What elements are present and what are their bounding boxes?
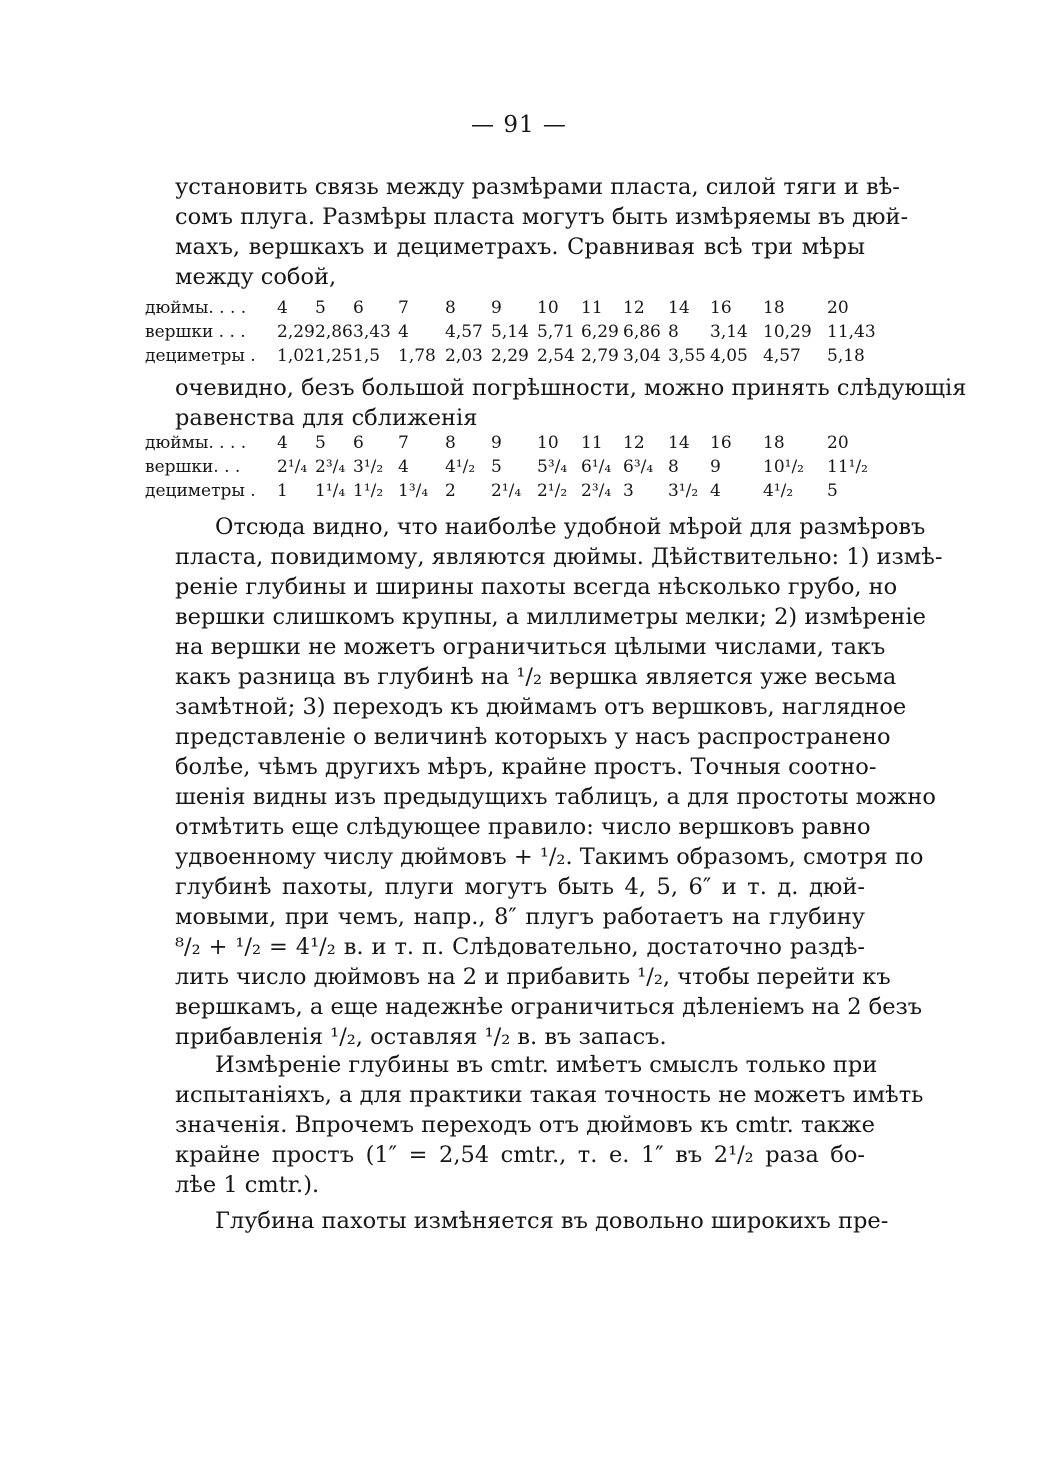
- text-line: Измѣреніе глубины въ cmtr. имѣетъ смыслъ только при: [215, 1052, 878, 1078]
- row-label: вершки. . .: [145, 457, 241, 477]
- table-cell: 9: [491, 298, 502, 318]
- text-line: замѣтной; 3) переходъ къ дюймамъ отъ вершковъ, наглядное: [175, 694, 907, 720]
- table-cell: 10: [537, 298, 559, 318]
- table-cell: 4¹/₂: [763, 481, 794, 501]
- text-line: отмѣтить еще слѣдующее правило: число вершковъ равно: [175, 814, 871, 840]
- table-cell: 3,55: [668, 346, 706, 366]
- table-row: [145, 457, 870, 481]
- table-row: [145, 433, 870, 457]
- table-cell: 3¹/₂: [353, 457, 384, 477]
- table-cell: 3,43: [353, 322, 391, 342]
- row-label: дециметры .: [145, 346, 256, 366]
- table-cell: 9: [710, 457, 721, 477]
- text-line: испытаніяхъ, а для практики такая точность не можетъ имѣть: [175, 1082, 924, 1108]
- conversion-table-exact: [145, 298, 876, 370]
- table-cell: 3,14: [710, 322, 748, 342]
- text-line: удвоенному числу дюймовъ + ¹/₂. Такимъ образомъ, смотря по: [175, 844, 924, 870]
- text-line: между собой,: [175, 264, 337, 290]
- text-line: пласта, повидимому, являются дюймы. Дѣйствительно: 1) измѣ-: [175, 544, 943, 570]
- text-line: Глубина пахоты измѣняется въ довольно широкихъ пре-: [215, 1208, 889, 1234]
- text-line: вершки слишкомъ крупны, а миллиметры мелки; 2) измѣреніе: [175, 604, 926, 630]
- text-line: на вершки не можетъ ограничиться цѣлыми числами, такъ: [175, 634, 886, 660]
- table-cell: 2,29: [491, 346, 529, 366]
- table-cell: 6³/₄: [623, 457, 654, 477]
- table-cell: 1,78: [398, 346, 436, 366]
- row-label: дециметры .: [145, 481, 256, 501]
- text-line: вершкамъ, а еще надежнѣе ограничиться дѣленіемъ на 2 безъ: [175, 994, 923, 1020]
- table-cell: 5: [315, 298, 326, 318]
- table-cell: 4¹/₂: [445, 457, 476, 477]
- table-cell: 2: [445, 481, 456, 501]
- table-cell: 4: [398, 457, 409, 477]
- table-cell: 10: [537, 433, 559, 453]
- table-cell: 4,57: [763, 346, 801, 366]
- table-cell: 2¹/₄: [277, 457, 308, 477]
- table-cell: 6¹/₄: [581, 457, 612, 477]
- table-cell: 14: [668, 433, 690, 453]
- table-cell: 1,02: [277, 346, 315, 366]
- paragraph-depth: [175, 1206, 889, 1236]
- text-line: какъ разница въ глубинѣ на ¹/₂ вершка является уже весьма: [175, 664, 897, 690]
- text-line: значенія. Впрочемъ переходъ отъ дюймовъ къ cmtr. также: [175, 1112, 875, 1138]
- row-label: вершки . . .: [145, 322, 246, 342]
- text-line: шенія видны изъ предыдущихъ таблицъ, а для простоты можно: [175, 784, 936, 810]
- middle-paragraph: [175, 373, 967, 433]
- table-cell: 1³/₄: [398, 481, 429, 501]
- table-cell: 4,05: [710, 346, 748, 366]
- table-cell: 11: [581, 298, 603, 318]
- table-cell: 2,29: [277, 322, 315, 342]
- row-label: дюймы. . . .: [145, 298, 247, 318]
- table-cell: 12: [623, 298, 645, 318]
- table-cell: 5,18: [827, 346, 865, 366]
- text-line: махъ, вершкахъ и дециметрахъ. Сравнивая всѣ три мѣры: [175, 234, 865, 260]
- paragraph-inches: [175, 512, 943, 1052]
- table-cell: 4: [277, 433, 288, 453]
- intro-paragraph: [175, 172, 909, 292]
- table-cell: 1¹/₄: [315, 481, 346, 501]
- table-cell: 1,25: [315, 346, 353, 366]
- table-cell: 2³/₄: [581, 481, 612, 501]
- table-cell: 3¹/₂: [668, 481, 699, 501]
- conversion-table-approx: [145, 433, 870, 505]
- table-row: [145, 481, 870, 505]
- text-line: крайне простъ (1″ = 2,54 cmtr., т. е. 1″ въ 2¹/₂ раза бо-: [175, 1142, 865, 1168]
- table-cell: 8: [668, 457, 679, 477]
- table-row: [145, 346, 870, 370]
- table-cell: 8: [445, 433, 456, 453]
- table-cell: 8: [445, 298, 456, 318]
- table-cell: 18: [763, 298, 785, 318]
- text-line: представленіе о величинѣ которыхъ у насъ распространено: [175, 724, 891, 750]
- text-line: болѣе, чѣмъ другихъ мѣръ, крайне простъ. Точныя соотно-: [175, 754, 877, 780]
- table-cell: 1¹/₂: [353, 481, 384, 501]
- table-cell: 5³/₄: [537, 457, 568, 477]
- table-cell: 7: [398, 433, 409, 453]
- text-line: установить связь между размѣрами пласта, силой тяги и вѣ-: [175, 174, 900, 200]
- table-cell: 16: [710, 298, 732, 318]
- text-line: реніе глубины и ширины пахоты всегда нѣсколько грубо, но: [175, 574, 898, 600]
- text-line: лить число дюймовъ на 2 и прибавить ¹/₂, чтобы перейти къ: [175, 964, 891, 990]
- table-cell: 2¹/₄: [491, 481, 522, 501]
- table-cell: 6,29: [581, 322, 619, 342]
- table-cell: 9: [491, 433, 502, 453]
- text-line: сомъ плуга. Размѣры пласта могутъ быть измѣряемы въ дюй-: [175, 204, 909, 230]
- table-cell: 2,86: [315, 322, 353, 342]
- table-cell: 5: [827, 481, 838, 501]
- text-line: лѣе 1 cmtr.).: [175, 1172, 320, 1198]
- table-cell: 4: [277, 298, 288, 318]
- text-line: равенства для сближенія: [175, 405, 478, 431]
- table-cell: 20: [827, 433, 849, 453]
- table-cell: 10¹/₂: [763, 457, 804, 477]
- table-cell: 10,29: [763, 322, 812, 342]
- table-cell: 6: [353, 298, 364, 318]
- table-cell: 16: [710, 433, 732, 453]
- table-cell: 5,71: [537, 322, 575, 342]
- table-cell: 2,54: [537, 346, 575, 366]
- text-line: прибавленія ¹/₂, оставляя ¹/₂ в. въ запасъ.: [175, 1024, 667, 1050]
- table-cell: 5,14: [491, 322, 529, 342]
- text-line: ⁸/₂ + ¹/₂ = 4¹/₂ в. и т. п. Слѣдовательно, достаточно раздѣ-: [175, 934, 865, 960]
- text-line: Отсюда видно, что наиболѣе удобной мѣрой для размѣровъ: [215, 514, 926, 540]
- table-cell: 1,5: [353, 346, 381, 366]
- table-cell: 7: [398, 298, 409, 318]
- table-cell: 11,43: [827, 322, 876, 342]
- table-cell: 2³/₄: [315, 457, 346, 477]
- table-row: [145, 298, 870, 322]
- paragraph-centimeters: [175, 1050, 924, 1200]
- table-cell: 4: [398, 322, 409, 342]
- table-cell: 11¹/₂: [827, 457, 868, 477]
- table-cell: 11: [581, 433, 603, 453]
- text-line: очевидно, безъ большой погрѣшности, можно принять слѣдующія: [175, 375, 967, 401]
- table-row: [145, 322, 876, 346]
- text-line: глубинѣ пахоты, плуги могутъ быть 4, 5, 6″ и т. д. дюй-: [175, 874, 865, 900]
- page-number: — 91 —: [471, 112, 567, 138]
- text-line: мовыми, при чемъ, напр., 8″ плугъ работаетъ на глубину: [175, 904, 865, 930]
- table-cell: 18: [763, 433, 785, 453]
- table-cell: 14: [668, 298, 690, 318]
- table-cell: 5: [315, 433, 326, 453]
- table-cell: 3,04: [623, 346, 661, 366]
- table-cell: 5: [491, 457, 502, 477]
- table-cell: 6,86: [623, 322, 661, 342]
- table-cell: 2,03: [445, 346, 483, 366]
- table-cell: 2,79: [581, 346, 619, 366]
- table-cell: 1: [277, 481, 288, 501]
- table-cell: 20: [827, 298, 849, 318]
- table-cell: 4: [710, 481, 721, 501]
- table-cell: 8: [668, 322, 679, 342]
- table-cell: 12: [623, 433, 645, 453]
- table-cell: 4,57: [445, 322, 483, 342]
- table-cell: 6: [353, 433, 364, 453]
- table-cell: 3: [623, 481, 634, 501]
- row-label: дюймы. . . .: [145, 433, 247, 453]
- table-cell: 2¹/₂: [537, 481, 568, 501]
